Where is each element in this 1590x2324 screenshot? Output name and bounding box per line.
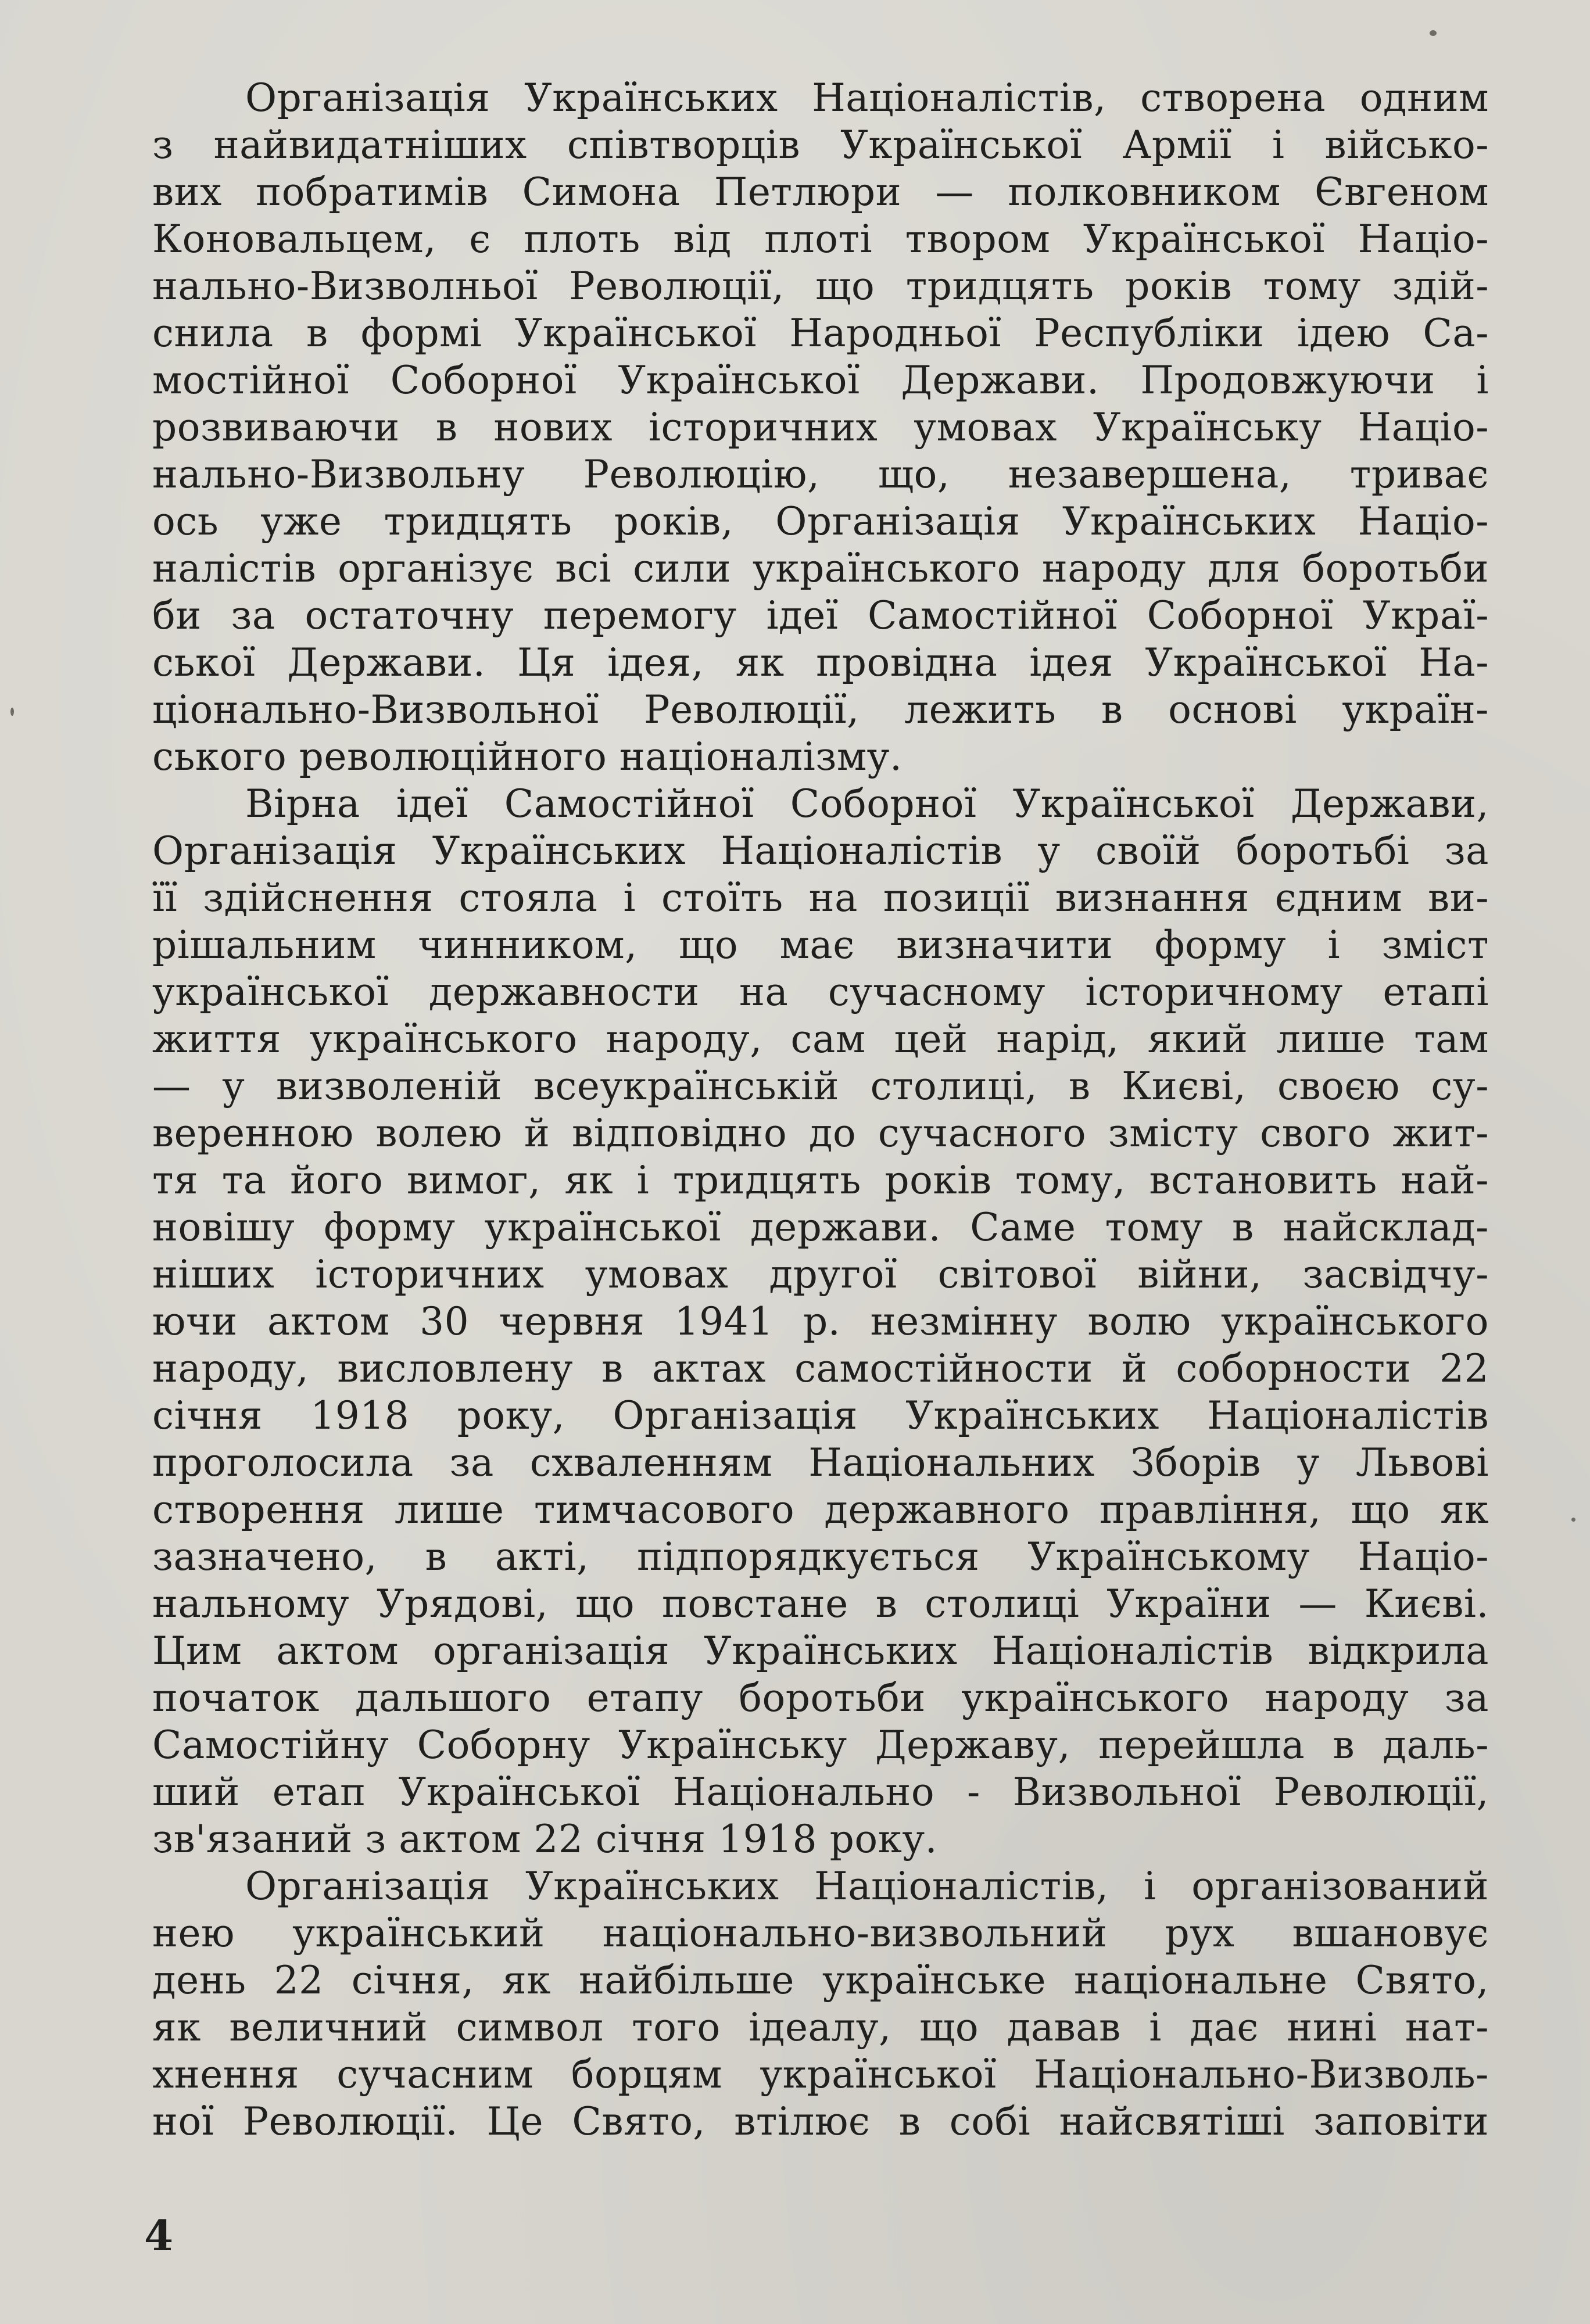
text-line: з найвидатніших співтворців Української Армії і військо- xyxy=(152,123,1489,167)
text-line: мостійної Соборної Української Держави. Продовжуючи і xyxy=(152,358,1489,403)
text-line: нально-Визвольну Революцію, що, незавершена, триває xyxy=(152,452,1489,497)
text-line: ціонально-Визвольної Революції, лежить в основі україн- xyxy=(152,687,1489,732)
text-line: проголосила за схваленням Національних Зборів у Львові xyxy=(152,1440,1489,1485)
paper-speck xyxy=(10,708,14,716)
text-line: налістів організує всі сили українського народу для боротьби xyxy=(152,546,1489,591)
text-line: початок дальшого етапу боротьби українського народу за xyxy=(152,1676,1489,1720)
text-line: створення лише тимчасового державного правління, що як xyxy=(152,1487,1489,1532)
text-line: хнення сучасним борцям української Національно-Визволь- xyxy=(152,2052,1489,2097)
text-line: веренною волею й відповідно до сучасного змісту свого жит- xyxy=(152,1111,1489,1156)
text-line: розвиваючи в нових історичних умовах Українську Націо- xyxy=(152,405,1489,450)
text-line: день 22 січня, як найбільше українське національне Свято, xyxy=(152,1958,1489,2003)
text-line: ної Революції. Це Свято, втілює в собі найсвятіші заповіти xyxy=(152,2099,1489,2144)
text-line: ніших історичних умовах другої світової війни, засвідчу- xyxy=(152,1252,1489,1297)
paragraph-1 xyxy=(152,74,1489,780)
text-line: як величний символ того ідеалу, що давав і дає нині нат- xyxy=(152,2005,1489,2050)
paper-speck xyxy=(1571,1518,1575,1522)
text-line: Коновальцем, є плоть від плоті твором Української Націо- xyxy=(152,217,1489,261)
text-line: української державности на сучасному історичному етапі xyxy=(152,970,1489,1014)
text-line: Організація Українських Націоналістів, і організований xyxy=(245,1864,1489,1909)
text-line: зв'язаний з актом 22 січня 1918 року. xyxy=(152,1817,938,1862)
text-line: її здійснення стояла і стоїть на позиції визнання єдним ви- xyxy=(152,876,1489,920)
paper-speck xyxy=(1430,30,1437,36)
text-line: ючи актом 30 червня 1941 р. незмінну волю українського xyxy=(152,1299,1489,1344)
text-line: би за остаточну перемогу ідеї Самостійної Соборної Украї- xyxy=(152,593,1489,638)
text-line: Організація Українських Націоналістів, створена одним xyxy=(245,76,1489,120)
text-line: Організація Українських Націоналістів у своїй боротьбі за xyxy=(152,829,1489,873)
text-line: ської Держави. Ця ідея, як провідна ідея Української На- xyxy=(152,640,1489,685)
page-number: 4 xyxy=(144,2211,174,2260)
paragraph-3 xyxy=(152,1863,1489,2145)
text-line: новішу форму української держави. Саме тому в найсклад- xyxy=(152,1205,1489,1250)
text-line: ось уже тридцять років, Організація Українських Націо- xyxy=(152,499,1489,544)
text-line: снила в формі Української Народньої Республіки ідею Са- xyxy=(152,311,1489,356)
text-line: Цим актом організація Українських Націоналістів відкрила xyxy=(152,1629,1489,1673)
text-line: нею український національно-визвольний рух вшановує xyxy=(152,1911,1489,1956)
page-text xyxy=(152,74,1489,2145)
text-line: народу, висловлену в актах самостійности й соборности 22 xyxy=(152,1346,1489,1391)
text-line: тя та його вимог, як і тридцять років тому, встановить най- xyxy=(152,1158,1489,1203)
text-line: життя українського народу, сам цей нарід, який лише там xyxy=(152,1017,1489,1061)
text-line: — у визволеній всеукраїнській столиці, в Києві, своєю су- xyxy=(152,1064,1489,1109)
text-line: рішальним чинником, що має визначити форму і зміст xyxy=(152,923,1489,967)
text-line: Вірна ідеї Самостійної Соборної Української Держави, xyxy=(245,781,1489,826)
text-line: січня 1918 року, Організація Українських Націоналістів xyxy=(152,1393,1489,1438)
text-line: ського революційного націоналізму. xyxy=(152,734,903,779)
text-line: ший етап Української Національно - Визвольної Революції, xyxy=(152,1770,1489,1814)
text-line: зазначено, в акті, підпорядкується Українському Націо- xyxy=(152,1534,1489,1579)
text-line: вих побратимів Симона Петлюри — полковником Євгеном xyxy=(152,170,1489,214)
paragraph-2 xyxy=(152,780,1489,1863)
text-line: нальному Урядові, що повстане в столиці України — Києві. xyxy=(152,1581,1489,1626)
text-line: нально-Визволньої Революції, що тридцять років тому здій- xyxy=(152,264,1489,309)
text-line: Самостійну Соборну Українську Державу, перейшла в даль- xyxy=(152,1723,1489,1767)
